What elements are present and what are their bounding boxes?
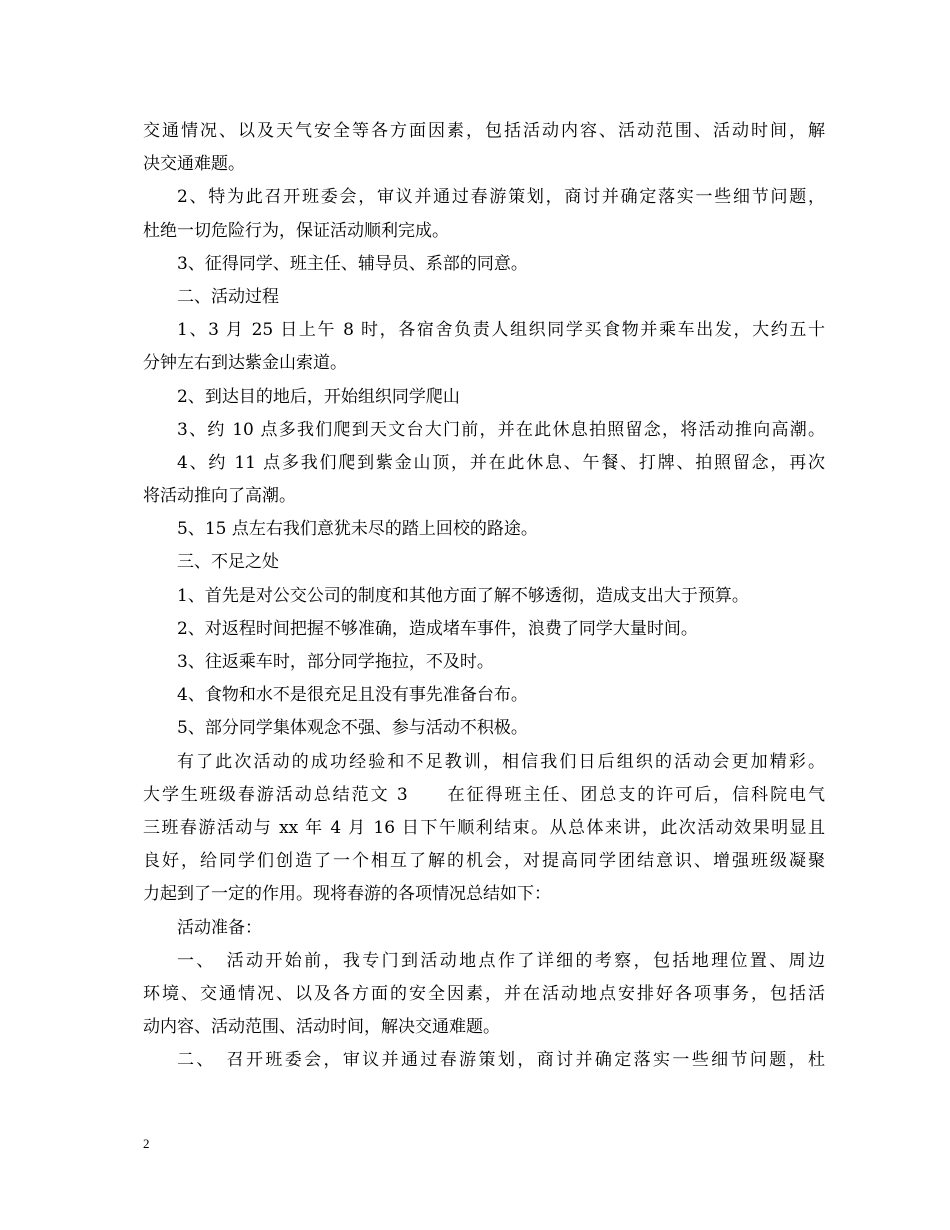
text-line: 3、征得同学、班主任、辅导员、系部的同意。 bbox=[177, 253, 528, 274]
text-line: 3、约 10 点多我们爬到天文台大门前，并在此休息拍照留念，将活动推向高潮。 bbox=[177, 419, 825, 440]
text-line: 2、到达目的地后，开始组织同学爬山 bbox=[177, 386, 460, 407]
text-line: 三班春游活动与 xx 年 4 月 16 日下午顺利结束。从总体来讲，此次活动效果明显且 bbox=[143, 817, 825, 838]
text-line: 环境、交通情况、以及各方面的安全因素，并在活动地点安排好各项事务，包括活 bbox=[143, 983, 825, 1004]
text-line: 动内容、活动范围、活动时间，解决交通难题。 bbox=[143, 1017, 500, 1038]
text-line: 2、特为此召开班委会，审议并通过春游策划，商讨并确定落实一些细节问题， bbox=[177, 187, 825, 208]
text-line: 大学生班级春游活动总结范文 3 在征得班主任、团总支的许可后，信科院电气 bbox=[143, 784, 825, 805]
text-line: 二、 召开班委会，审议并通过春游策划，商讨并确定落实一些细节问题，杜 bbox=[177, 1050, 825, 1071]
text-line: 二、活动过程 bbox=[177, 286, 279, 307]
text-line: 将活动推向了高潮。 bbox=[143, 486, 296, 507]
text-line: 决交通难题。 bbox=[143, 154, 245, 175]
text-line: 杜绝一切危险行为，保证活动顺利完成。 bbox=[143, 220, 449, 241]
document-body bbox=[143, 115, 825, 1077]
text-line: 三、不足之处 bbox=[177, 552, 279, 573]
text-line: 交通情况、以及天气安全等各方面因素，包括活动内容、活动范围、活动时间，解 bbox=[143, 121, 825, 141]
text-line: 2、对返程时间把握不够准确，造成堵车事件，浪费了同学大量时间。 bbox=[177, 618, 698, 639]
text-line: 活动准备： bbox=[177, 917, 262, 938]
text-line: 5、部分同学集体观念不强、参与活动不积极。 bbox=[177, 718, 528, 739]
text-line: 力起到了一定的作用。现将春游的各项情况总结如下： bbox=[143, 884, 551, 905]
text-line: 良好，给同学们创造了一个相互了解的机会，对提高同学团结意识、增强班级凝聚 bbox=[143, 851, 825, 872]
text-line: 分钟左右到达紫金山索道。 bbox=[143, 353, 347, 374]
text-line: 1、3 月 25 日上午 8 时，各宿舍负责人组织同学买食物并乘车出发，大约五十 bbox=[177, 320, 825, 341]
text-line: 有了此次活动的成功经验和不足教训，相信我们日后组织的活动会更加精彩。 bbox=[177, 751, 825, 772]
page-number: 2 bbox=[143, 1136, 150, 1151]
text-line: 1、首先是对公交公司的制度和其他方面了解不够透彻，造成支出大于预算。 bbox=[177, 585, 749, 606]
text-line: 3、往返乘车时，部分同学拖拉，不及时。 bbox=[177, 652, 494, 672]
text-line: 一、 活动开始前，我专门到活动地点作了详细的考察，包括地理位置、周边 bbox=[177, 950, 825, 971]
text-line: 5、15 点左右我们意犹未尽的踏上回校的路途。 bbox=[177, 519, 538, 540]
text-line: 4、约 11 点多我们爬到紫金山顶，并在此休息、午餐、打牌、拍照留念，再次 bbox=[177, 452, 825, 473]
text-line: 4、食物和水不是很充足且没有事先准备台布。 bbox=[177, 685, 528, 706]
